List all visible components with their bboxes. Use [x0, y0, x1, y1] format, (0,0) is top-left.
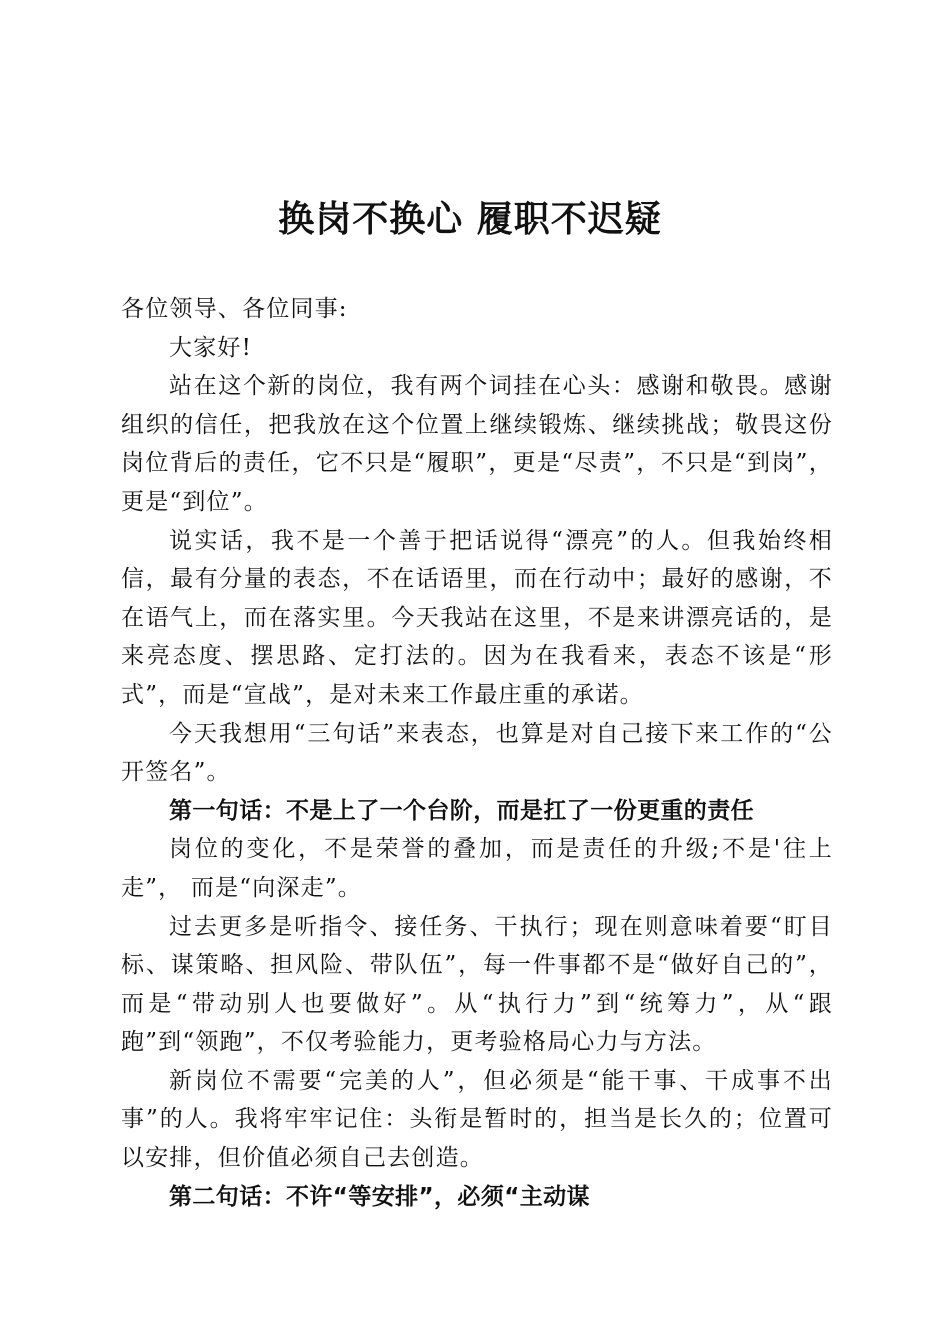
paragraph: 过去更多是听指令、接任务、干执行；现在则意味着要“盯目标、谋策略、担风险、带队伍”，每一件事都不是“做好自己的”，而是“带动别人也要做好”。从“执行力”到“统筹力”，从“跟跑”到“领跑”，不仅考验能力，更考验格局心力与方法。	[121, 913, 833, 1056]
paragraph: 说实话，我不是一个善于把话说得“漂亮”的人。但我始终相信，最有分量的表态，不在话语里，而在行动中；最好的感谢，不在语气上，而在落实里。今天我站在这里，不是来讲漂亮话的，是来亮态度、摆思路、定打法的。因为在我看来，表态不该是“形式”，而是“宣战”，是对未来工作最庄重的承诺。	[121, 527, 833, 708]
greeting: 大家好!	[169, 334, 253, 361]
section-heading-1: 第一句话：不是上了一个台阶，而是扛了一份更重的责任	[169, 797, 754, 824]
section-heading-2: 第二句话：不许“等安排”，必须“主动谋	[169, 1183, 590, 1210]
document-body	[121, 290, 833, 1216]
paragraph: 岗位的变化，不是荣誉的叠加，而是责任的升级;不是'往上走”， 而是“向深走”。	[121, 836, 833, 901]
salutation: 各位领导、各位同事:	[121, 296, 348, 322]
document-title: 换岗不换心 履职不迟疑	[278, 198, 662, 240]
paragraph: 站在这个新的岗位，我有两个词挂在心头：感谢和敬畏。感谢组织的信任，把我放在这个位置上继续锻炼、继续挑战；敬畏这份岗位背后的责任，它不只是“履职”，更是“尽责”，不只是“到岗”，更是“到位”。	[121, 373, 833, 515]
paragraph: 新岗位不需要“完美的人”，但必须是“能干事、干成事不出事”的人。我将牢牢记住：头衔是暂时的，担当是长久的；位置可以安排，但价值必须自己去创造。	[121, 1067, 833, 1172]
paragraph: 今天我想用“三句话”来表态，也算是对自己接下来工作的“公开签名”。	[121, 720, 833, 786]
